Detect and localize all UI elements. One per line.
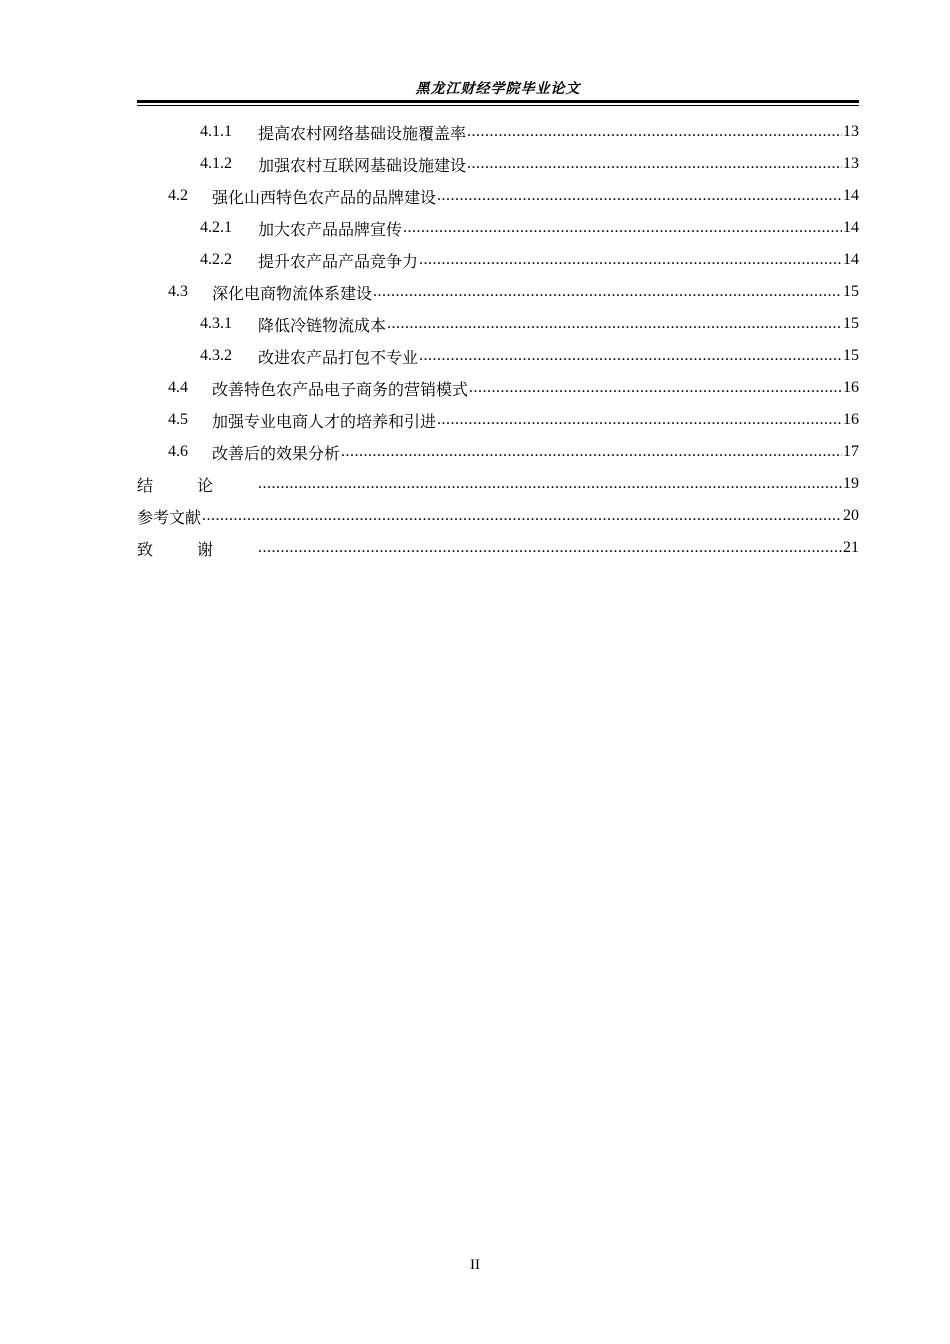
toc-entry-number: 4.2.1 (200, 219, 232, 236)
toc-entry[interactable] (137, 308, 859, 340)
toc-entry-number: 4.3.1 (200, 315, 232, 332)
toc-entry-page: 19 (843, 475, 859, 492)
header-rule-thin (137, 105, 859, 106)
toc-entry-title: 深化电商物流体系建设 (212, 283, 373, 303)
toc-dot-leader (467, 155, 842, 173)
toc-entry[interactable] (137, 116, 859, 148)
toc-entry[interactable] (137, 244, 859, 276)
toc-entry-page: 14 (843, 219, 859, 236)
toc-dot-leader (467, 123, 842, 141)
toc-dot-leader (403, 219, 842, 237)
toc-dot-leader (437, 187, 842, 205)
header-rule-thick (137, 100, 859, 103)
toc-entry-number: 4.3.2 (200, 347, 232, 364)
toc-entry-number: 4.2.2 (200, 251, 232, 268)
toc-entry-page: 14 (843, 187, 859, 204)
toc-dot-leader (437, 411, 842, 429)
toc-dot-leader (258, 539, 842, 557)
toc-dot-leader (469, 379, 842, 397)
toc-entry[interactable] (137, 500, 859, 532)
toc-dot-leader (258, 475, 842, 493)
toc-entry-page: 15 (843, 315, 859, 332)
toc-entry-number: 4.2 (168, 187, 188, 204)
toc-entry-title: 结论 (137, 475, 258, 495)
toc-entry[interactable] (137, 468, 859, 500)
toc-entry-page: 15 (843, 283, 859, 300)
toc-entry-page: 20 (843, 507, 859, 524)
toc-entry-title: 提高农村网络基础设施覆盖率 (258, 123, 467, 143)
toc-entry-number: 4.6 (168, 443, 188, 460)
toc-dot-leader (419, 251, 842, 269)
toc-entry[interactable] (137, 436, 859, 468)
toc-entry-number: 4.1.1 (200, 123, 232, 140)
toc-entry-page: 16 (843, 379, 859, 396)
toc-entry-title: 提升农产品产品竞争力 (258, 251, 419, 271)
toc-entry-page: 13 (843, 155, 859, 172)
toc-dot-leader (341, 443, 842, 461)
toc-entry-page: 15 (843, 347, 859, 364)
toc-entry-page: 14 (843, 251, 859, 268)
toc-dot-leader (373, 283, 842, 301)
toc-entry-number: 4.3 (168, 283, 188, 300)
toc-dot-leader (387, 315, 842, 333)
document-header-title: 黑龙江财经学院毕业论文 (415, 81, 581, 97)
toc-entry-page: 21 (843, 539, 859, 556)
toc-entry-title: 改善特色农产品电子商务的营销模式 (212, 379, 469, 399)
toc-entry-title: 致谢 (137, 539, 258, 559)
toc-entry-title: 降低冷链物流成本 (258, 315, 387, 335)
toc-entry-page: 13 (843, 123, 859, 140)
table-of-contents (137, 116, 859, 564)
toc-entry[interactable] (137, 372, 859, 404)
toc-entry-title: 改善后的效果分析 (212, 443, 341, 463)
toc-dot-leader (202, 507, 842, 525)
page-number: II (470, 1257, 480, 1273)
toc-entry[interactable] (137, 212, 859, 244)
toc-entry-page: 17 (843, 443, 859, 460)
toc-entry-number: 4.5 (168, 411, 188, 428)
toc-dot-leader (419, 347, 842, 365)
toc-entry-title: 强化山西特色农产品的品牌建设 (212, 187, 437, 207)
toc-entry-page: 16 (843, 411, 859, 428)
toc-entry[interactable] (137, 180, 859, 212)
toc-entry[interactable] (137, 340, 859, 372)
toc-entry-title: 参考文献 (137, 507, 202, 527)
toc-entry-title: 改进农产品打包不专业 (258, 347, 419, 367)
toc-entry[interactable] (137, 404, 859, 436)
toc-entry-title: 加强农村互联网基础设施建设 (258, 155, 467, 175)
toc-entry-number: 4.1.2 (200, 155, 232, 172)
toc-entry[interactable] (137, 148, 859, 180)
toc-entry-title: 加大农产品品牌宣传 (258, 219, 403, 239)
toc-entry-title: 加强专业电商人才的培养和引进 (212, 411, 437, 431)
toc-entry[interactable] (137, 276, 859, 308)
toc-entry-number: 4.4 (168, 379, 188, 396)
toc-entry[interactable] (137, 532, 859, 564)
